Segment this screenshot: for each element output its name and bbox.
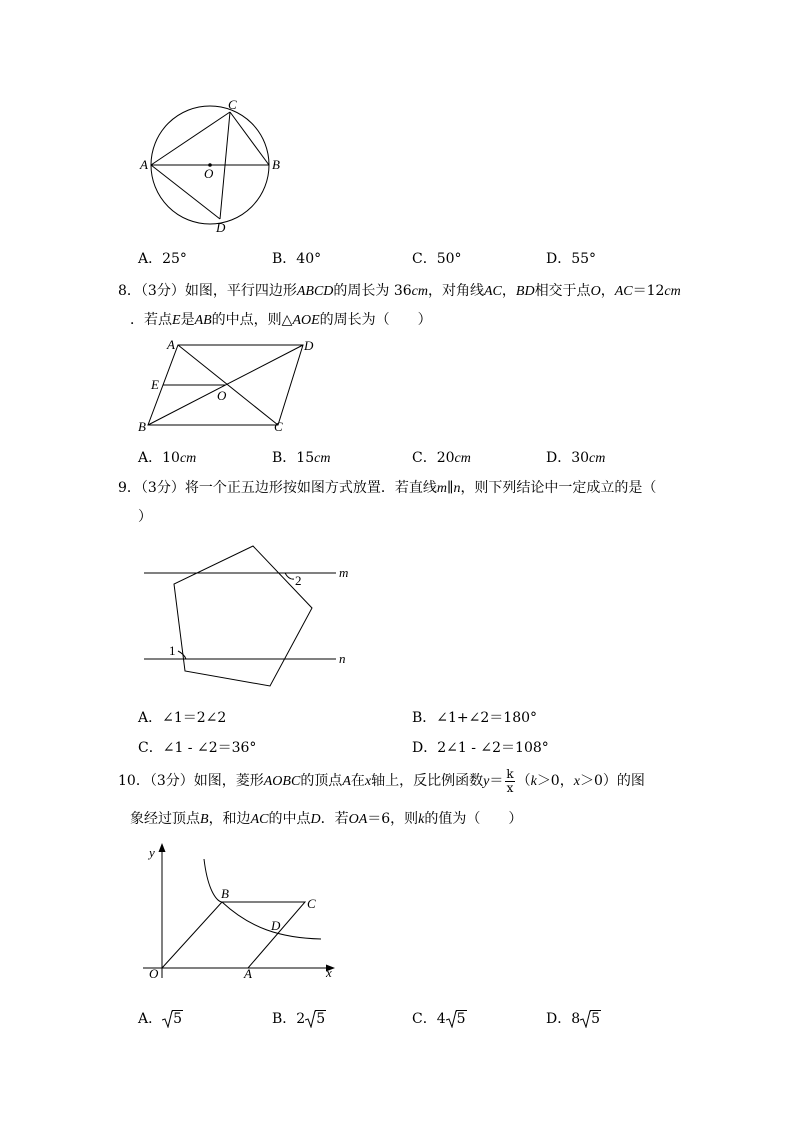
q8-text: 的周长为（ ） — [319, 312, 432, 328]
q8-option-unit: cm — [454, 451, 471, 466]
q9-stem-line2 — [138, 502, 718, 532]
q9-option-d[interactable]: D．2∠1 - ∠2＝108° — [412, 740, 549, 756]
q7-segment-ac — [151, 112, 230, 165]
q10-label-y: y — [149, 845, 155, 860]
q10-var: A — [342, 774, 351, 789]
q10-option-a[interactable] — [138, 1008, 183, 1028]
q10-text: 的值为（ ） — [424, 811, 523, 827]
q9-angle-2-arc — [285, 573, 294, 579]
q9-pentagon-figure — [140, 540, 360, 692]
q10-var: AOBC — [263, 774, 301, 789]
q8-text: 的中点，则△ — [211, 312, 293, 328]
q8-var: AC — [614, 284, 633, 299]
q10-label-x: x — [326, 965, 332, 980]
q9-var: m — [436, 481, 447, 496]
q8-label-b: B — [138, 419, 146, 434]
q10-option-c[interactable] — [412, 1008, 467, 1028]
q8-var: ABCD — [296, 284, 334, 299]
q8-option-c-text: C．20 — [412, 450, 455, 466]
q10-y-axis-arrow — [159, 843, 166, 852]
q9-label-1: 1 — [169, 643, 176, 658]
radical-sign-icon — [162, 1010, 173, 1028]
q10-option-d-label: D． — [546, 1011, 572, 1027]
q8-score: （3分） — [140, 283, 185, 299]
q10-text: ＝ — [489, 773, 504, 789]
q8-label-e: E — [151, 377, 159, 392]
q7-label-d: D — [216, 220, 226, 235]
q7-option-b[interactable]: B．40° — [272, 251, 322, 267]
q8-option-unit: cm — [314, 451, 331, 466]
q10-option-c-coef: 4 — [436, 1011, 446, 1027]
q10-text: 的顶点 — [300, 773, 343, 789]
radical-sign-icon — [580, 1010, 591, 1028]
q8-option-d-text: D．30 — [546, 450, 590, 466]
q9-score: （3分） — [140, 480, 185, 496]
radical-sign-icon — [305, 1010, 316, 1028]
q8-stem-line1 — [118, 276, 698, 307]
radical-sign-icon — [446, 1010, 457, 1028]
q10-text: ，和边 — [208, 811, 251, 827]
q10-option-d-radicand: 5 — [591, 1011, 601, 1027]
q10-option-b-label: B． — [272, 1011, 297, 1027]
q10-label-a: A — [244, 966, 252, 981]
q10-rhombus-figure — [140, 838, 350, 983]
q10-option-d-sqrt — [580, 1011, 601, 1027]
q10-text: 象经过顶点 — [130, 811, 200, 827]
q9-label-m: m — [339, 565, 349, 580]
q8-option-d[interactable] — [546, 447, 605, 467]
q10-option-d[interactable] — [546, 1008, 601, 1028]
q8-var: BD — [515, 284, 535, 299]
q8-parallelogram-figure — [135, 335, 325, 435]
q10-var: x — [573, 774, 580, 789]
q8-option-a[interactable] — [138, 447, 196, 467]
q10-option-b-coef: 2 — [296, 1011, 306, 1027]
q8-option-b-text: B．15 — [272, 450, 315, 466]
q10-text: 如图，菱形 — [193, 773, 264, 789]
q10-text: ＝6，则 — [367, 811, 419, 827]
q8-text: 相交于点 — [534, 283, 591, 299]
q8-text: ．若点 — [130, 312, 172, 328]
q10-option-b-sqrt — [305, 1011, 326, 1027]
q10-label-o: O — [149, 966, 159, 981]
q8-text: ， — [501, 283, 516, 299]
q7-option-a[interactable]: A．25° — [138, 251, 187, 267]
q10-label-b: B — [221, 886, 229, 901]
q9-stem-line1 — [118, 473, 698, 504]
q9-label-n: n — [339, 651, 346, 666]
q8-option-unit: cm — [179, 451, 197, 466]
q8-var: O — [590, 284, 601, 299]
q9-var: n — [453, 481, 461, 496]
q10-option-c-sqrt — [446, 1011, 467, 1027]
q10-option-d-coef: 8 — [571, 1011, 581, 1027]
q10-text: 在 — [350, 773, 365, 789]
q8-number: 8． — [118, 283, 141, 299]
q10-text: ＞0， — [536, 773, 574, 789]
q10-option-b-radicand: 5 — [316, 1011, 326, 1027]
q10-var: D — [310, 812, 321, 827]
q10-stem-line2 — [130, 804, 710, 835]
q10-var: k — [530, 774, 537, 789]
q9-number: 9． — [118, 480, 141, 496]
q9-text: 将一个正五边形按如图方式放置．若直线 — [184, 480, 437, 496]
q7-label-o: O — [204, 166, 214, 181]
q9-option-c[interactable]: C．∠1 - ∠2＝36° — [138, 740, 257, 756]
q9-label-2: 2 — [295, 573, 302, 588]
q10-var: k — [418, 812, 425, 827]
q10-label-c: C — [307, 896, 316, 911]
q10-score: （3分） — [149, 773, 194, 789]
q10-text: （ — [516, 773, 531, 789]
q10-label-d: D — [271, 918, 281, 933]
q10-text: ．若 — [320, 811, 349, 827]
q8-var: AB — [194, 313, 212, 328]
q10-var: y — [483, 774, 490, 789]
q8-text: 是 — [180, 312, 195, 328]
q9-option-a[interactable]: A．∠1＝2∠2 — [138, 710, 227, 726]
q7-label-c: C — [228, 98, 237, 112]
q8-text: 如图，平行四边形 — [184, 283, 297, 299]
q10-option-b[interactable] — [272, 1008, 326, 1028]
q9-regular-pentagon — [174, 546, 312, 686]
q9-angle-1-arc — [178, 651, 186, 659]
q8-text: ，对角线 — [428, 283, 484, 299]
q10-number: 10． — [118, 773, 150, 789]
q8-var: cm — [664, 284, 681, 299]
q8-label-d: D — [304, 338, 314, 353]
q10-option-c-radicand: 5 — [456, 1011, 466, 1027]
q10-text: ＞0）的图 — [579, 773, 645, 789]
q10-fraction — [505, 768, 514, 795]
q8-option-c[interactable] — [412, 447, 471, 467]
q10-stem-line1 — [118, 766, 698, 797]
q8-text: ， — [600, 283, 615, 299]
q7-circle-figure — [135, 98, 285, 238]
q8-option-a-text: A．10 — [138, 450, 180, 466]
q10-fraction-numerator: k — [506, 766, 514, 781]
q8-stem-line2 — [130, 305, 710, 336]
q8-var: AC — [484, 284, 502, 299]
q10-fraction-denominator: x — [506, 780, 514, 795]
q10-var: AC — [250, 812, 269, 827]
q8-option-b[interactable] — [272, 447, 330, 467]
q9-text: ） — [138, 509, 152, 525]
q8-var: E — [172, 313, 181, 328]
q10-text: 轴上，反比例函数 — [371, 773, 484, 789]
q8-label-o: O — [217, 388, 227, 403]
q10-var: B — [200, 812, 209, 827]
q7-option-c[interactable]: C．50° — [412, 251, 462, 267]
q10-var: OA — [348, 812, 368, 827]
q9-text: ∥ — [446, 480, 454, 496]
q7-label-b: B — [272, 157, 280, 172]
q10-option-c-label: C． — [412, 1011, 437, 1027]
q10-option-a-sqrt — [162, 1011, 183, 1027]
q7-option-d[interactable]: D．55° — [546, 251, 597, 267]
q10-text: 的中点 — [268, 811, 311, 827]
q8-option-unit: cm — [589, 451, 606, 466]
q9-text: ，则下列结论中一定成立的是（ — [460, 480, 657, 496]
q10-option-a-radicand: 5 — [173, 1011, 183, 1027]
q9-option-b[interactable]: B．∠1+∠2＝180° — [412, 710, 538, 726]
q8-text: ＝12 — [632, 283, 665, 299]
q8-label-c: C — [274, 419, 283, 434]
q7-label-a: A — [140, 157, 148, 172]
q8-label-a: A — [167, 337, 175, 352]
q10-option-a-label: A． — [138, 1011, 163, 1027]
q8-var: cm — [411, 284, 428, 299]
q8-text: 的周长为 36 — [333, 283, 412, 299]
q10-var: x — [364, 774, 372, 789]
q8-var: AOE — [292, 313, 320, 328]
